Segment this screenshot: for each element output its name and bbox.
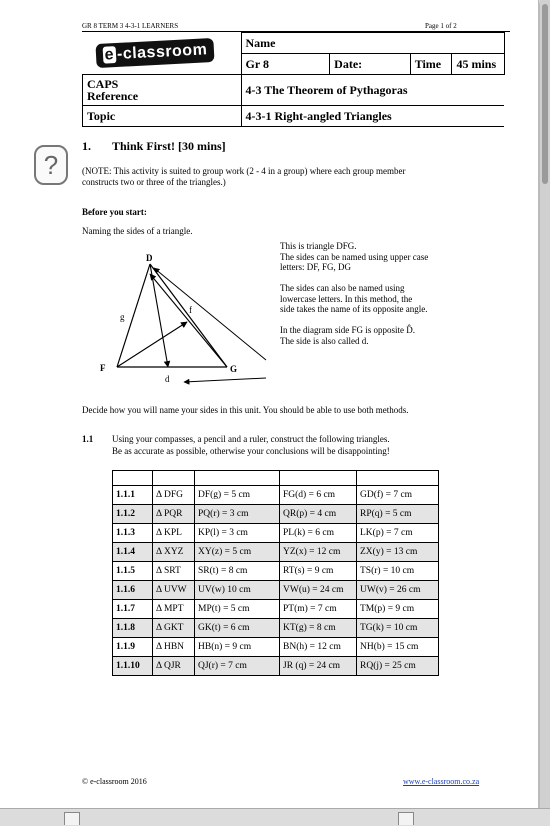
q11-line-1: Using your compasses, a pencil and a ruler, construct the following triangles. <box>112 434 390 444</box>
naming-heading: Naming the sides of a triangle. <box>82 226 193 236</box>
topic-value: 4-3-1 Right-angled Triangles <box>241 106 504 127</box>
side-1: PQ(r) = 3 cm <box>195 505 280 524</box>
side-3: RQ(j) = 25 cm <box>357 657 439 676</box>
description-line: side takes the name of its opposite angle. <box>280 304 428 314</box>
side-1: DF(g) = 5 cm <box>195 486 280 505</box>
table-row <box>113 581 439 600</box>
side-1: KP(l) = 3 cm <box>195 524 280 543</box>
side-label-f: f <box>189 305 192 315</box>
side-3: GD(f) = 7 cm <box>357 486 439 505</box>
table-row <box>113 543 439 562</box>
arrow-d-to-fg <box>150 264 168 367</box>
triangles-table <box>112 470 439 676</box>
name-label: Name <box>241 33 504 54</box>
table-row <box>113 486 439 505</box>
vertical-scrollbar[interactable] <box>540 0 550 808</box>
page-tab-icon <box>398 812 414 825</box>
side-2: JR (q) = 24 cm <box>280 657 357 676</box>
caps-value: 4-3 The Theorem of Pythagoras <box>241 75 504 106</box>
side-2: RT(s) = 9 cm <box>280 562 357 581</box>
description-line: In the diagram side FG is opposite D̂. <box>280 325 415 335</box>
table-row <box>113 638 439 657</box>
topic-label: Topic <box>83 106 242 127</box>
side-3: TM(p) = 9 cm <box>357 600 439 619</box>
time-value: 45 mins <box>452 54 504 75</box>
side-3: ZX(y) = 13 cm <box>357 543 439 562</box>
description-line: lowercase letters. In this method, the <box>280 293 413 304</box>
section-title: Think First! [30 mins] <box>112 139 226 153</box>
item-number: 1.1.8 <box>113 619 153 638</box>
decide-text: Decide how you will name your sides in this unit. You should be able to use both methods. <box>82 405 409 415</box>
item-number: 1.1.3 <box>113 524 153 543</box>
page-tab-icon <box>64 812 80 825</box>
q11-line-2: Be as accurate as possible, otherwise your conclusions will be disappointing! <box>112 446 390 456</box>
before-you-start: Before you start: <box>82 207 147 217</box>
side-label-g: g <box>120 312 125 322</box>
note-line-1: (NOTE: This activity is suited to group work (2 - 4 in a group) where each group member <box>82 166 406 176</box>
side-2: YZ(x) = 12 cm <box>280 543 357 562</box>
item-number: 1.1.4 <box>113 543 153 562</box>
side-3: UW(v) = 26 cm <box>357 581 439 600</box>
side-1: XY(z) = 5 cm <box>195 543 280 562</box>
caps-label: CAPS Reference <box>83 75 242 106</box>
next-page-preview <box>0 808 550 826</box>
item-number: 1.1.5 <box>113 562 153 581</box>
side-2: QR(p) = 4 cm <box>280 505 357 524</box>
side-1: QJ(r) = 7 cm <box>195 657 280 676</box>
table-row <box>113 657 439 676</box>
item-number: 1.1.1 <box>113 486 153 505</box>
triangle-name: Δ UVW <box>153 581 195 600</box>
triangle-name: Δ HBN <box>153 638 195 657</box>
pointer-arrow-lower <box>184 378 266 382</box>
header-table <box>82 32 505 127</box>
time-label: Time <box>410 54 452 75</box>
side-2: FG(d) = 6 cm <box>280 486 357 505</box>
description-line <box>280 273 428 284</box>
triangle-diagram <box>82 250 282 390</box>
triangle-name: Δ QJR <box>153 657 195 676</box>
vertex-label-g: G <box>230 364 238 374</box>
q11-number: 1.1 <box>82 434 94 444</box>
item-number: 1.1.6 <box>113 581 153 600</box>
triangle-name: Δ GKT <box>153 619 195 638</box>
page-number: Page 1 of 2 <box>425 22 457 30</box>
note-line-2: constructs two or three of the triangles.) <box>82 177 226 187</box>
section-number: 1. <box>82 139 91 153</box>
triangle-name: Δ PQR <box>153 505 195 524</box>
item-number: 1.1.7 <box>113 600 153 619</box>
triangle-name: Δ KPL <box>153 524 195 543</box>
side-2: VW(u) = 24 cm <box>280 581 357 600</box>
description-line: The sides can also be named using <box>280 283 405 293</box>
side-1: UV(w) 10 cm <box>195 581 280 600</box>
triangle-name: Δ SRT <box>153 562 195 581</box>
side-2: PL(k) = 6 cm <box>280 524 357 543</box>
side-3: TG(k) = 10 cm <box>357 619 439 638</box>
side-1: MP(t) = 5 cm <box>195 600 280 619</box>
side-1: GK(t) = 6 cm <box>195 619 280 638</box>
side-label-d: d <box>165 374 170 384</box>
item-number: 1.1.9 <box>113 638 153 657</box>
side-3: LK(p) = 7 cm <box>357 524 439 543</box>
description-line: The sides can be named using upper case <box>280 251 429 262</box>
triangle-description <box>280 241 428 346</box>
website-link[interactable]: www.e-classroom.co.za <box>403 777 480 786</box>
triangle-name: Δ MPT <box>153 600 195 619</box>
table-row <box>113 619 439 638</box>
triangle-name: Δ DFG <box>153 486 195 505</box>
arrow-g-to-df <box>150 274 227 367</box>
doc-id: GR 8 TERM 3 4-3-1 LEARNERS <box>82 22 179 30</box>
description-line <box>280 315 428 326</box>
side-2: PT(m) = 7 cm <box>280 600 357 619</box>
triangle-name: Δ XYZ <box>153 543 195 562</box>
arrow-f-to-dg <box>117 322 187 367</box>
side-3: RP(q) = 5 cm <box>357 505 439 524</box>
table-row <box>113 524 439 543</box>
copyright: © e-classroom 2016 <box>82 777 147 786</box>
scrollbar-thumb[interactable] <box>542 4 548 184</box>
side-2: KT(g) = 8 cm <box>280 619 357 638</box>
side-1: SR(t) = 8 cm <box>195 562 280 581</box>
date-label: Date: <box>330 54 411 75</box>
vertex-label-f: F <box>100 363 106 373</box>
side-2: BN(h) = 12 cm <box>280 638 357 657</box>
e-classroom-logo: e -classroom <box>95 38 214 68</box>
question-mark-icon: ? <box>34 145 68 185</box>
description-line: letters: DF, FG, DG <box>280 262 352 272</box>
grade-cell: Gr 8 <box>241 54 330 75</box>
item-number: 1.1.10 <box>113 657 153 676</box>
vertex-label-d: D <box>146 253 153 263</box>
side-dg <box>150 264 227 367</box>
description-line: This is triangle DFG. <box>280 241 357 251</box>
table-row <box>113 600 439 619</box>
side-1: HB(n) = 9 cm <box>195 638 280 657</box>
side-3: NH(b) = 15 cm <box>357 638 439 657</box>
side-3: TS(r) = 10 cm <box>357 562 439 581</box>
item-number: 1.1.2 <box>113 505 153 524</box>
table-row <box>113 562 439 581</box>
description-line: The side is also called d. <box>280 335 369 346</box>
table-row <box>113 505 439 524</box>
